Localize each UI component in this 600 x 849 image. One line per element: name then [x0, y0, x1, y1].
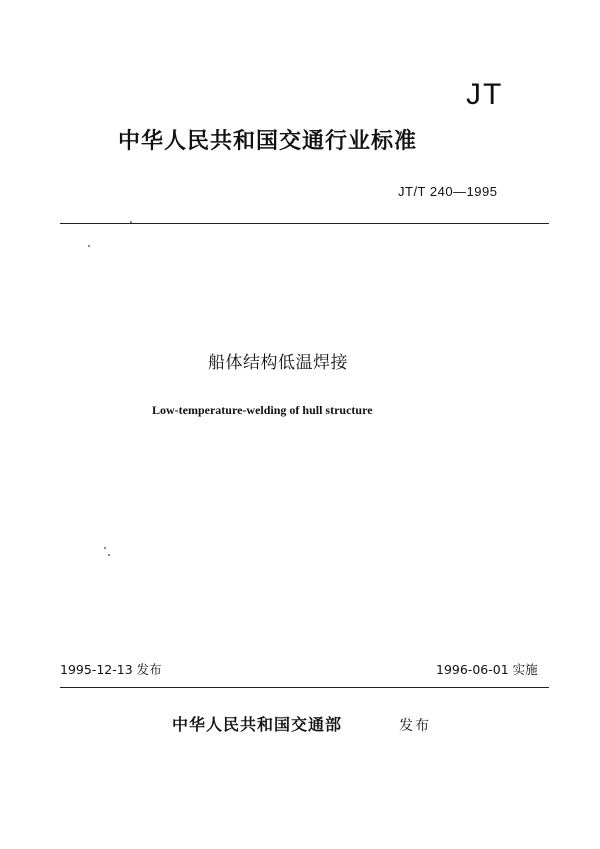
- standard-logo: JT: [466, 78, 504, 111]
- scan-speck: [88, 245, 90, 247]
- scan-speck: [108, 554, 110, 556]
- document-title-english: Low-temperature-welding of hull structure: [152, 403, 373, 417]
- document-title: 船体结构低温焊接: [208, 353, 348, 373]
- publish-label: 发布: [399, 718, 431, 734]
- bottom-divider: [60, 687, 549, 688]
- publisher-name: 中华人民共和国交通部: [172, 715, 343, 734]
- top-divider: [60, 223, 549, 224]
- scan-speck: [104, 547, 106, 549]
- implementation-date: 1996-06-01 实施: [436, 662, 538, 677]
- issue-date: 1995-12-13 发布: [60, 662, 162, 677]
- standard-code: JT/T 240—1995: [398, 184, 498, 199]
- standard-category-title: 中华人民共和国交通行业标准: [118, 129, 418, 154]
- scan-speck: [130, 221, 132, 223]
